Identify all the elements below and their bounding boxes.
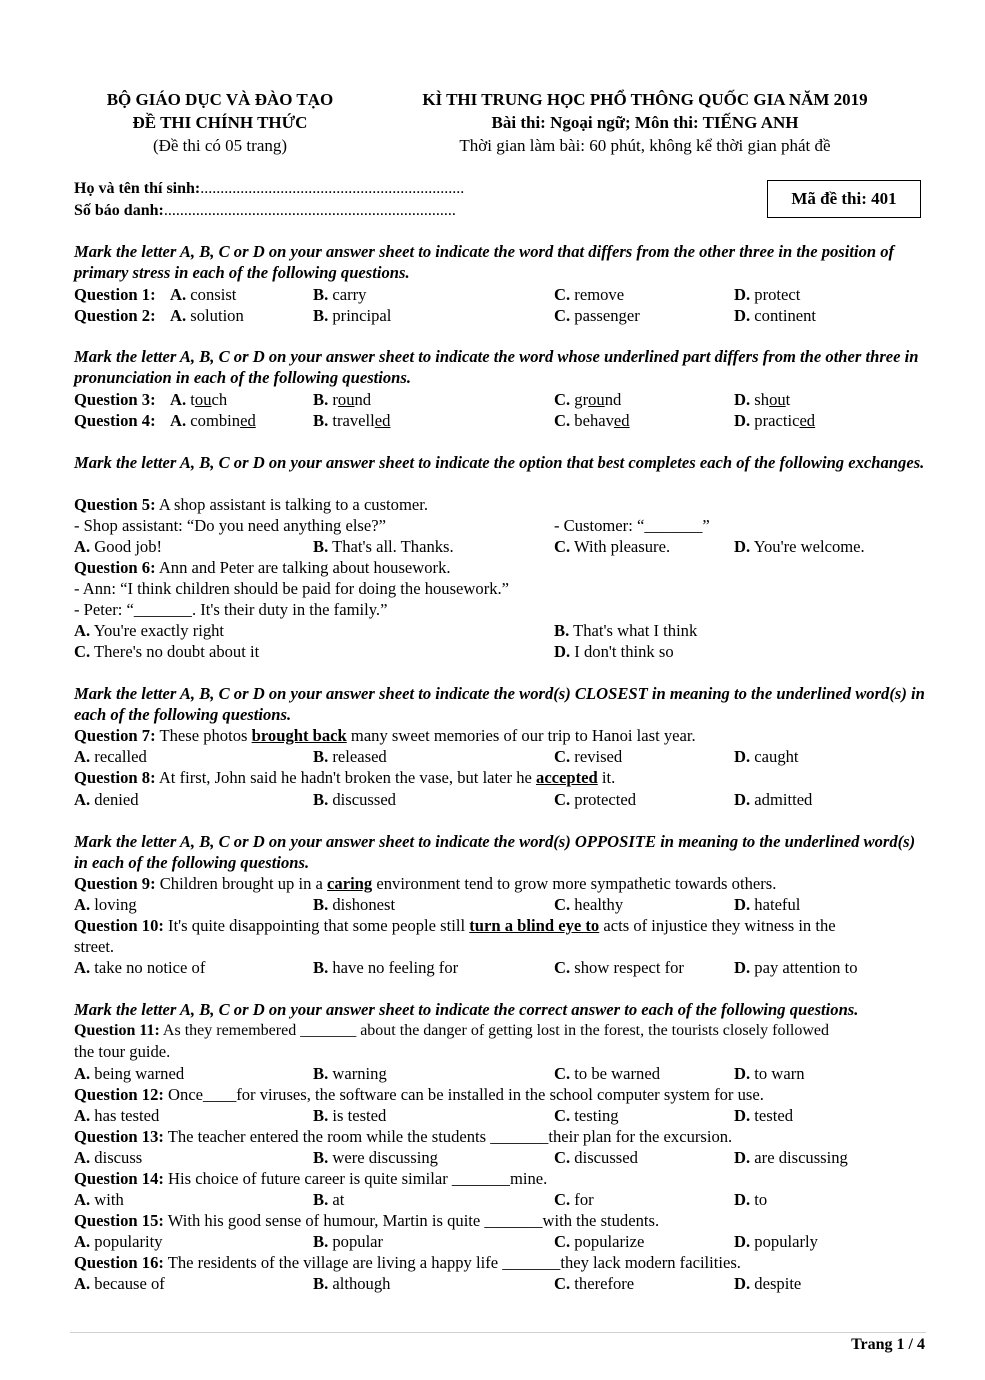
question-6: Question 6: Ann and Peter are talking about housework. <box>74 558 451 577</box>
q9-option-a: A. loving <box>74 895 137 914</box>
question-label: Question 12: <box>74 1085 164 1104</box>
q15-option-d: D. popularly <box>734 1232 818 1251</box>
student-id-label: Số báo danh: <box>74 202 164 219</box>
q10-continuation: street. <box>74 937 115 956</box>
q1-option-b: B. carry <box>313 285 367 304</box>
q12-option-d: D. tested <box>734 1106 794 1125</box>
q7-option-c: C. revised <box>554 747 623 766</box>
q3-option-b: B. round <box>313 390 372 409</box>
q10-option-c: C. show respect for <box>554 958 684 977</box>
q7-option-a: A. recalled <box>74 747 147 766</box>
question-label: Question 9: <box>74 874 156 893</box>
q11-option-a: A. being warned <box>74 1064 185 1083</box>
question-label: Question 10: <box>74 916 164 935</box>
q8-option-d: D. admitted <box>734 790 813 809</box>
question-2 <box>74 305 156 326</box>
footer-divider <box>70 1332 926 1333</box>
q13-option-b: B. were discussing <box>313 1148 438 1167</box>
instruction-pronunciation: Mark the letter A, B, C or D on your answer sheet to indicate the word whose underlined part differs from the other three in pronunciation in each of the following questions. <box>74 347 919 387</box>
q6-option-c: C. There's no doubt about it <box>74 642 260 661</box>
q14-option-d: D. to <box>734 1190 768 1209</box>
question-11: Question 11: As they remembered _______ about the danger of getting lost in the forest, the tourists closely followed <box>74 1022 829 1039</box>
question-14: Question 14: His choice of future career is quite similar _______mine. <box>74 1169 548 1188</box>
question-label: Question 14: <box>74 1169 164 1188</box>
header-right <box>370 88 920 157</box>
q6-option-d: D. I don't think so <box>554 642 674 661</box>
question-label: Question 3: <box>74 390 156 409</box>
q10-option-d: D. pay attention to <box>734 958 858 977</box>
q1-option-d: D. protect <box>734 285 801 304</box>
q2-option-b: B. principal <box>313 306 392 325</box>
q15-option-a: A. popularity <box>74 1232 163 1251</box>
student-name-label: Họ và tên thí sinh: <box>74 180 201 197</box>
student-id-line <box>74 200 456 221</box>
q3-option-d: D. shout <box>734 390 791 409</box>
question-1 <box>74 284 156 305</box>
q2-option-c: C. passenger <box>554 306 640 325</box>
q11-option-c: C. to be warned <box>554 1064 660 1083</box>
q13-option-d: D. are discussing <box>734 1148 848 1167</box>
q11-option-d: D. to warn <box>734 1064 805 1083</box>
q1-option-a: A. consist <box>170 285 237 304</box>
question-label: Question 1: <box>74 285 156 304</box>
q16-option-b: B. although <box>313 1274 391 1293</box>
q6-dialogue-1: - Ann: “I think children should be paid for doing the housework.” <box>74 579 510 598</box>
q10-option-b: B. have no feeling for <box>313 958 459 977</box>
student-id-dots: ......................................................................... <box>163 202 456 219</box>
q11-option-b: B. warning <box>313 1064 387 1083</box>
q12-option-b: B. is tested <box>313 1106 387 1125</box>
q5-option-a: A. Good job! <box>74 537 163 556</box>
exam-code-box: Mã đề thi: 401 <box>767 180 921 218</box>
q6-dialogue-2: - Peter: “_______. It's their duty in the family.” <box>74 600 388 619</box>
q6-option-a: A. You're exactly right <box>74 621 225 640</box>
question-7: Question 7: These photos brought back many sweet memories of our trip to Hanoi last year. <box>74 726 696 745</box>
question-13: Question 13: The teacher entered the room while the students _______their plan for the excursion. <box>74 1127 733 1146</box>
instruction-correct: Mark the letter A, B, C or D on your answer sheet to indicate the correct answer to each of the following questions. <box>74 1000 859 1019</box>
q12-option-a: A. has tested <box>74 1106 160 1125</box>
instruction-opposite: Mark the letter A, B, C or D on your answer sheet to indicate the word(s) OPPOSITE in meaning to the underlined word(s) in each of the following questions. <box>74 832 916 872</box>
header-left <box>80 88 360 157</box>
q7-option-b: B. released <box>313 747 387 766</box>
question-label: Question 7: <box>74 726 156 745</box>
q3-option-c: C. ground <box>554 390 622 409</box>
q14-option-a: A. with <box>74 1190 124 1209</box>
student-name-line <box>74 178 464 199</box>
q4-option-c: C. behaved <box>554 411 630 430</box>
q4-option-d: D. practiced <box>734 411 816 430</box>
page-count-note: (Đề thi có 05 trang) <box>152 136 288 155</box>
q12-option-c: C. testing <box>554 1106 619 1125</box>
q5-option-d: D. You're welcome. <box>734 537 865 556</box>
q15-option-b: B. popular <box>313 1232 384 1251</box>
question-label: Question 13: <box>74 1127 164 1146</box>
question-label: Question 8: <box>74 768 156 787</box>
question-9: Question 9: Children brought up in a caring environment tend to grow more sympathetic towards others. <box>74 874 777 893</box>
ministry-name: BỘ GIÁO DỤC VÀ ĐÀO TẠO <box>106 90 334 109</box>
question-label: Question 11: <box>74 1022 160 1039</box>
q11-continuation: the tour guide. <box>74 1042 171 1061</box>
question-label: Question 5: <box>74 495 156 514</box>
q16-option-a: A. because of <box>74 1274 165 1293</box>
q6-option-b: B. That's what I think <box>554 621 698 640</box>
q5-option-b: B. That's all. Thanks. <box>313 537 454 556</box>
q9-option-d: D. hateful <box>734 895 801 914</box>
instruction-stress: Mark the letter A, B, C or D on your answer sheet to indicate the word that differs from the other three in the position of primary stress in each of the following questions. <box>74 242 895 282</box>
q14-option-b: B. at <box>313 1190 345 1209</box>
instruction-closest: Mark the letter A, B, C or D on your answer sheet to indicate the word(s) CLOSEST in meaning to the underlined word(s) in each of the following questions. <box>74 684 925 724</box>
q16-option-d: D. despite <box>734 1274 802 1293</box>
q9-option-c: C. healthy <box>554 895 624 914</box>
q7-option-d: D. caught <box>734 747 799 766</box>
official-label: ĐỀ THI CHÍNH THỨC <box>132 113 308 132</box>
question-3 <box>74 389 156 410</box>
instruction-exchanges: Mark the letter A, B, C or D on your answer sheet to indicate the option that best completes each of the following exchanges. <box>74 453 925 472</box>
q4-option-b: B. travelled <box>313 411 391 430</box>
q16-option-c: C. therefore <box>554 1274 635 1293</box>
q5-option-c: C. With pleasure. <box>554 537 671 556</box>
question-label: Question 4: <box>74 411 156 430</box>
exam-subject: Bài thi: Ngoại ngữ; Môn thi: TIẾNG ANH <box>491 113 799 132</box>
q13-option-a: A. discuss <box>74 1148 143 1167</box>
question-10: Question 10: It's quite disappointing that some people still turn a blind eye to acts of injustice they witness in the <box>74 916 836 935</box>
q3-option-a: A. touch <box>170 390 228 409</box>
q15-option-c: C. popularize <box>554 1232 645 1251</box>
question-16: Question 16: The residents of the village are living a happy life _______they lack modern facilities. <box>74 1253 741 1272</box>
q14-option-c: C. for <box>554 1190 594 1209</box>
q8-option-b: B. discussed <box>313 790 396 809</box>
question-label: Question 6: <box>74 558 156 577</box>
q9-option-b: B. dishonest <box>313 895 396 914</box>
q1-option-c: C. remove <box>554 285 625 304</box>
question-label: Question 15: <box>74 1211 164 1230</box>
question-5: Question 5: A shop assistant is talking to a customer. <box>74 495 428 514</box>
q4-option-a: A. combined <box>170 411 256 430</box>
q5-dialogue-1: - Shop assistant: “Do you need anything else?” <box>74 516 386 535</box>
q5-dialogue-2: - Customer: “_______” <box>554 516 710 535</box>
question-15: Question 15: With his good sense of humour, Martin is quite _______with the students. <box>74 1211 660 1230</box>
exam-title: KÌ THI TRUNG HỌC PHỔ THÔNG QUỐC GIA NĂM 2019 <box>422 90 868 109</box>
page-number: Trang 1 / 4 <box>851 1336 925 1353</box>
q8-option-a: A. denied <box>74 790 139 809</box>
question-label: Question 16: <box>74 1253 164 1272</box>
q8-option-c: C. protected <box>554 790 637 809</box>
question-4 <box>74 410 156 431</box>
question-label: Question 2: <box>74 306 156 325</box>
question-8: Question 8: At first, John said he hadn't broken the vase, but later he accepted it. <box>74 768 616 787</box>
q2-option-d: D. continent <box>734 306 817 325</box>
q13-option-c: C. discussed <box>554 1148 638 1167</box>
student-name-dots: .................................................................. <box>200 180 465 197</box>
q10-option-a: A. take no notice of <box>74 958 206 977</box>
q2-option-a: A. solution <box>170 306 244 325</box>
exam-time: Thời gian làm bài: 60 phút, không kể thời gian phát đề <box>459 136 831 155</box>
question-12: Question 12: Once____for viruses, the software can be installed in the school computer system for use. <box>74 1085 764 1104</box>
